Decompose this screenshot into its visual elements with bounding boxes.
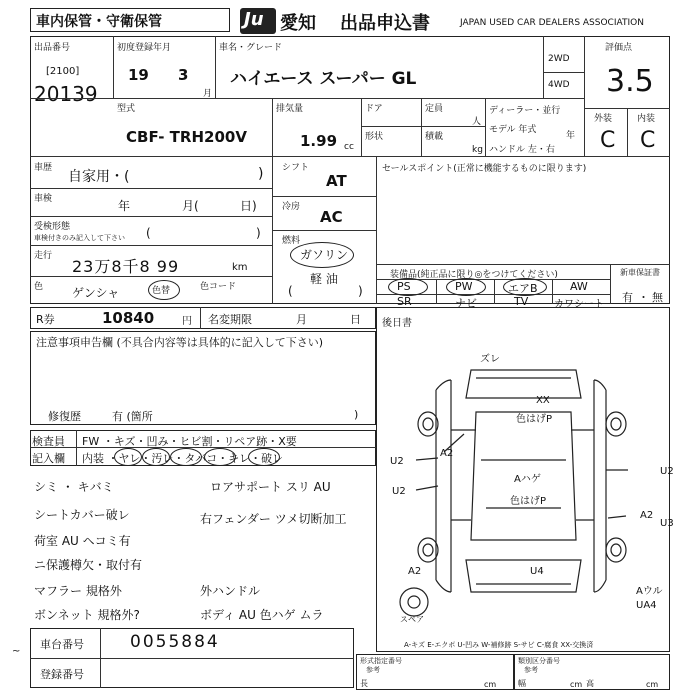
remark: 荷室 AU ヘコミ有 (34, 534, 131, 548)
diagram-mark: 色はげP (516, 414, 553, 425)
cooling-label: 冷房 (282, 202, 301, 212)
notes-label: 注意事項申告欄 (不具合内容等は具体的に記入して下さい) (36, 336, 324, 349)
diagram-mark: A2 (408, 566, 422, 577)
divider (376, 264, 377, 304)
divider (552, 279, 553, 304)
registration-month: 3 (178, 66, 189, 84)
diagram-mark: 色はげP (510, 496, 547, 507)
remark: ボンネット 規格外? (34, 608, 140, 622)
registration-month-unit: 月 (203, 89, 213, 99)
drive-4wd: 4WD (548, 80, 570, 90)
lot-number: 20139 (34, 82, 98, 106)
hgt-label: 高 (586, 679, 594, 688)
color-code-label: 色コード (200, 282, 237, 292)
history-value: 自家用・( (68, 169, 130, 185)
drive-2wd: 2WD (548, 54, 570, 64)
store-title: 車内保管・守衛保管 (36, 14, 162, 30)
equipment-aw: AW (570, 280, 588, 293)
divider (30, 98, 584, 99)
remark: 右フェンダー ツメ切断加工 (200, 512, 347, 526)
transfer-month: 月 (296, 313, 307, 326)
accept-note: 車検付きのみ記入して下さい (34, 234, 125, 242)
len-label: 長 (360, 679, 368, 688)
fuel-close: ) (358, 284, 363, 298)
interior-grade: C (640, 128, 656, 153)
year-unit: 年 (566, 131, 576, 141)
remark: ニ保護樽欠・取付有 (34, 558, 143, 572)
divider (272, 196, 376, 197)
diagram-mark: XX (536, 395, 550, 406)
divider (113, 36, 114, 98)
load-label: 積載 (425, 132, 444, 142)
repair-label: 修復歴 (48, 410, 81, 423)
accept-label: 受検形態 (34, 222, 71, 232)
divider (30, 245, 272, 246)
diagram-mark: Aウル (636, 586, 663, 597)
diagram-mark: UA4 (636, 600, 657, 611)
fuel-label: 燃料 (282, 236, 301, 246)
lot-code: [2100] (46, 66, 80, 77)
diagram-mark: U2 (390, 456, 404, 467)
shift-value: AT (326, 172, 347, 190)
inspector-row1: FW ・キズ・凹み・ヒビ割・リペア跡・X要 (82, 435, 297, 448)
displacement-value: 1.99 (300, 132, 338, 150)
diesel-label: 軽 油 (310, 272, 338, 286)
inspector-label: 検査員 (32, 435, 65, 448)
history-label: 車歴 (34, 163, 53, 173)
fuel-open: ( (288, 284, 293, 298)
inspector-row2: 内装 ・ヤレ・汚レ・タバコ・キレ・破レ (82, 452, 284, 465)
check-circle (248, 448, 280, 466)
box2-title: 類別区分番号 (518, 657, 560, 665)
chassis-label: 車台番号 (40, 638, 84, 651)
equipment-ps: PS (397, 280, 411, 293)
divider (610, 264, 611, 304)
cooling-value: AC (320, 208, 343, 226)
cm-unit: cm (570, 680, 583, 689)
interior-label: 内装 (637, 114, 656, 124)
fuel-value: ガソリン (300, 248, 349, 262)
model-year-label: モデル 年式 (489, 125, 537, 135)
equipment-label: 装備品(純正品に限り◎をつけてください) (390, 270, 558, 280)
sheet-title: 出品申込書 (340, 13, 430, 34)
divider (376, 264, 670, 265)
lot-label: 出品番号 (34, 43, 71, 53)
divider (376, 156, 377, 264)
warranty-dot: ・ (638, 291, 649, 304)
box1-sub: 参考 (366, 666, 380, 674)
type-label: 型式 (117, 104, 136, 114)
accept-close: ) (256, 226, 261, 240)
cm-unit: cm (646, 680, 659, 689)
divider (30, 216, 272, 217)
divider (30, 188, 272, 189)
equipment-seat: カワシート (554, 299, 604, 310)
handle-label: ハンドル 左・右 (489, 145, 555, 155)
cm-unit: cm (484, 680, 497, 689)
diagram-mark: Aハゲ (514, 474, 541, 485)
equipment-pw: PW (455, 280, 473, 293)
exterior-label: 外装 (594, 114, 613, 124)
remark: シミ ・ キバミ (34, 480, 114, 494)
dealer-label: ディーラー・並行 (489, 106, 561, 116)
chassis-value: 0055884 (130, 632, 220, 652)
transfer-day: 日 (350, 313, 361, 326)
diagram-legend: A-キズ E-エクボ U-凹み W-補修跡 S-サビ C-腐食 XX-交換済 (404, 641, 594, 649)
check-circle (114, 448, 142, 466)
remark: 外ハンドル (200, 584, 261, 598)
remark: ロアサポート スリ AU (210, 480, 331, 494)
capacity-label: 定員 (425, 104, 444, 114)
repair-value: 有 (箇所 (112, 410, 153, 423)
recycle-unit: 円 (182, 316, 192, 327)
sales-point-label: セールスポイント(正常に機能するものに限ります) (382, 164, 587, 174)
inspection-label: 車検 (34, 194, 53, 204)
ju-logo-text: Ju (244, 9, 264, 30)
registration-number-label: 登録番号 (40, 668, 84, 681)
box2-sub: 参考 (524, 666, 538, 674)
after-label: 後日書 (382, 318, 412, 329)
type-value: CBF- TRH200V (126, 128, 247, 146)
divider (76, 430, 77, 466)
wid-label: 幅 (518, 679, 526, 688)
divider (361, 98, 362, 156)
divider (494, 279, 495, 304)
inspection-day: 日) (240, 199, 257, 213)
check-circle (204, 448, 236, 466)
mileage-label: 走行 (34, 251, 53, 261)
persons-unit: 人 (472, 117, 482, 127)
box1-title: 形式指定番号 (360, 657, 402, 665)
recycle-row (30, 307, 376, 329)
recycle-value: 10840 (102, 309, 155, 327)
diagram-mark: U3 (660, 518, 674, 529)
diagram-mark: A2 (440, 448, 454, 459)
equipment-tv: TV (514, 295, 529, 308)
equipment-airbag: エアB (508, 282, 538, 295)
divider (543, 72, 584, 73)
remark: ボディ AU 色ハゲ ムラ (200, 608, 324, 622)
divider (421, 98, 422, 156)
divider (215, 36, 216, 98)
check-circle (170, 448, 202, 466)
entry-label: 記入欄 (32, 452, 65, 465)
exterior-grade: C (600, 128, 616, 153)
remark: シートカバー破レ (34, 508, 130, 522)
cc-unit: cc (344, 142, 354, 152)
inspection-year: 年 (118, 199, 131, 213)
kg-unit: kg (472, 145, 483, 155)
warranty-yes: 有 (622, 291, 633, 304)
divider (30, 276, 272, 277)
remark: マフラー 規格外 (34, 584, 122, 598)
diagram-mark: A2 (640, 510, 654, 521)
mileage-value: 23万8千8 99 (72, 257, 180, 276)
diagram-mark: U4 (530, 566, 544, 577)
accept-open: ( (146, 226, 151, 240)
diagram-mark: U2 (392, 486, 406, 497)
pen-mark: ~ (12, 646, 21, 657)
spare-label: スペア (400, 615, 424, 624)
association-name: JAPAN USED CAR DEALERS ASSOCIATION (460, 18, 644, 28)
history-close: ) (258, 166, 264, 182)
model-value: ハイエース スーパー GL (230, 69, 417, 89)
divider (627, 108, 628, 156)
divider (272, 230, 376, 231)
check-circle (142, 448, 170, 466)
model-label: 車名・グレード (219, 43, 283, 53)
diagram-mark: ズレ (480, 354, 500, 365)
warranty-no: 無 (652, 291, 663, 304)
divider (30, 658, 354, 659)
transfer-label: 名変期限 (208, 313, 252, 326)
color-value: ゲンシャ (72, 286, 120, 300)
repair-close: ) (354, 408, 359, 421)
mileage-unit: km (232, 262, 248, 273)
shape-label: 形状 (365, 132, 384, 142)
registration-label: 初度登録年月 (117, 43, 172, 53)
divider (30, 156, 670, 157)
divider (200, 307, 201, 329)
warranty-label: 新車保証書 (620, 268, 660, 277)
color-label: 色 (34, 282, 44, 292)
divider (361, 126, 485, 127)
divider (272, 98, 273, 156)
shift-label: シフト (282, 163, 310, 173)
divider (436, 279, 437, 304)
registration-year: 19 (128, 66, 149, 84)
door-label: ドア (365, 104, 383, 114)
divider (584, 36, 585, 156)
org-name: 愛知 (280, 13, 316, 34)
divider (543, 36, 544, 98)
equipment-sr: SR (397, 295, 412, 308)
color-changed: 色替 (152, 286, 171, 296)
diagram-mark: U2 (660, 466, 674, 477)
recycle-label: R券 (36, 313, 55, 326)
displacement-label: 排気量 (276, 104, 304, 114)
divider (485, 98, 486, 156)
equipment-navi: ナビ (455, 297, 477, 310)
inspection-month: 月( (182, 199, 199, 213)
grade-label: 評価点 (605, 43, 633, 53)
grade-value: 3.5 (606, 64, 654, 99)
